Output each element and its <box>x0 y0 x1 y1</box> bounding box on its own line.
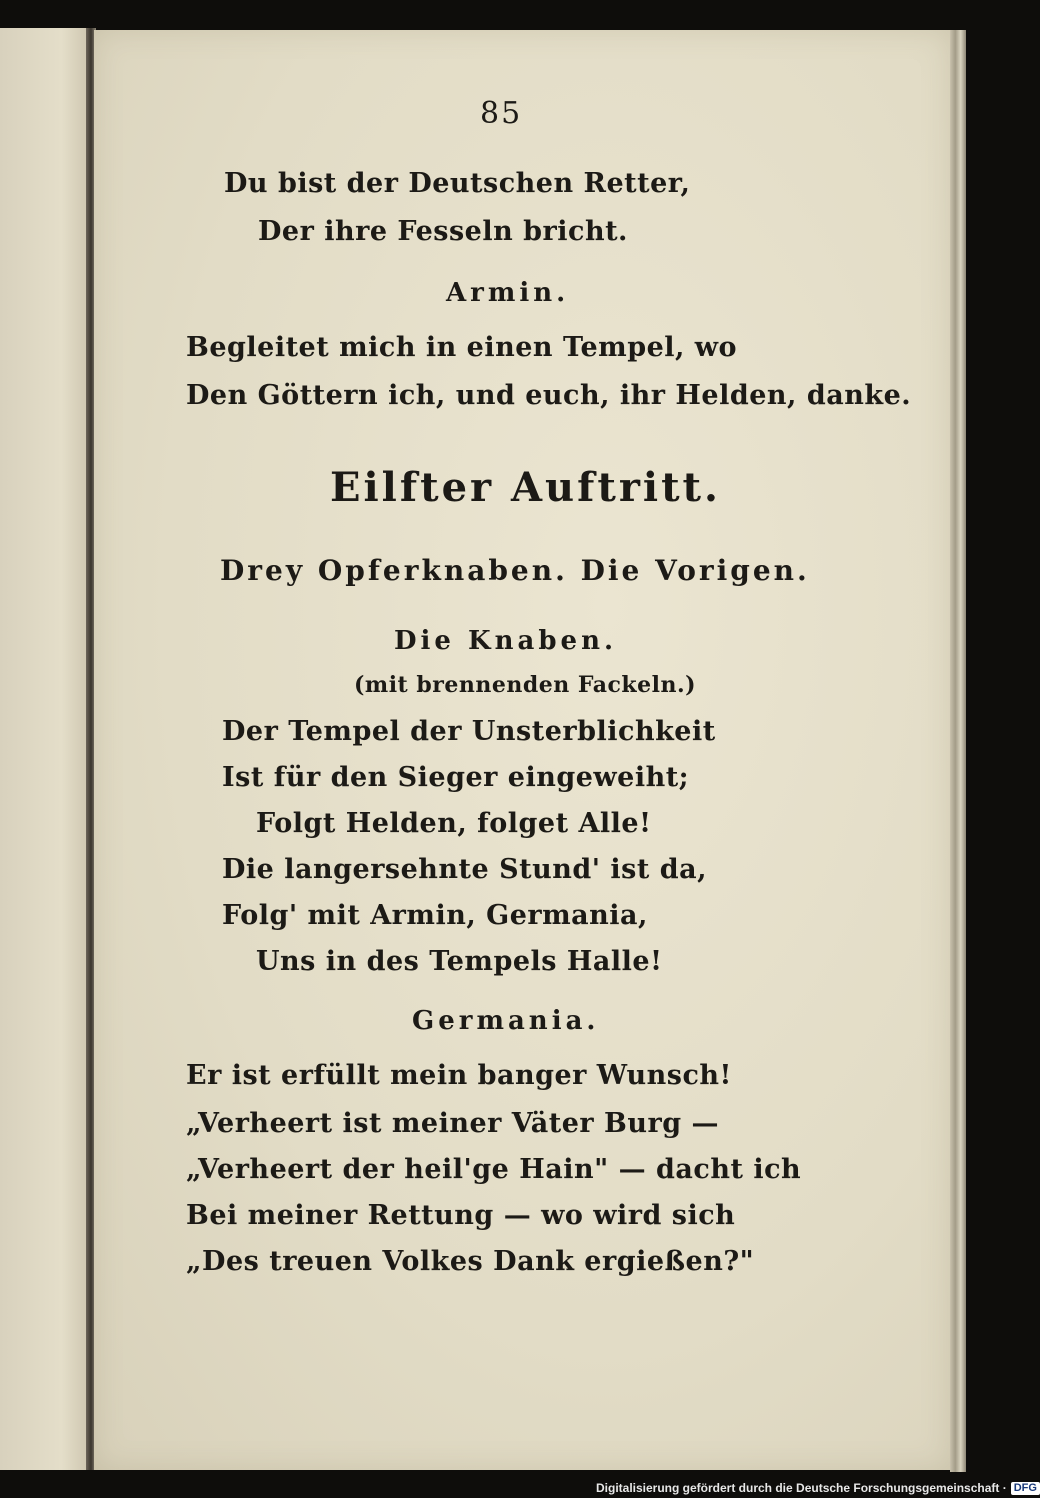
digitization-footer <box>596 1478 1037 1498</box>
speaker-name: Armin. <box>446 278 570 308</box>
verse-line: Begleitet mich in einen Tempel, wo <box>186 332 738 363</box>
verse-line: „Verheert ist meiner Väter Burg — <box>186 1108 719 1139</box>
verse-line: Folg' mit Armin, Germania, <box>222 900 648 931</box>
verse-line: „Des treuen Volkes Dank ergießen?" <box>186 1246 755 1277</box>
scene-characters: Drey Opferknaben. Die Vorigen. <box>220 554 810 587</box>
speaker-name: Die Knaben. <box>394 626 618 656</box>
page-number: 85 <box>480 96 523 131</box>
verse-line: Die langersehnte Stund' ist da, <box>222 854 707 885</box>
verse-line: Der ihre Fesseln bricht. <box>258 216 628 247</box>
verse-line: Uns in des Tempels Halle! <box>256 946 663 977</box>
dfg-logo: DFG <box>1011 1482 1040 1495</box>
verse-line: Er ist erfüllt mein banger Wunsch! <box>186 1060 732 1091</box>
footer-credit: Digitalisierung gefördert durch die Deutsche Forschungsgemeinschaft · <box>596 1481 1007 1495</box>
scene-heading: Eilfter Auftritt. <box>330 464 721 511</box>
verse-line: Folgt Helden, folget Alle! <box>256 808 652 839</box>
facing-page-edge <box>0 28 88 1470</box>
verse-line: Du bist der Deutschen Retter, <box>224 168 691 199</box>
verse-line: Der Tempel der Unsterblichkeit <box>222 716 716 747</box>
verse-line: Ist für den Sieger eingeweiht; <box>222 762 690 793</box>
book-page <box>94 30 950 1470</box>
verse-line: Bei meiner Rettung — wo wird sich <box>186 1200 736 1231</box>
stage-direction: (mit brennenden Fackeln.) <box>354 672 697 698</box>
page-text <box>94 30 950 1470</box>
verse-line: „Verheert der heil'ge Hain" — dacht ich <box>186 1154 802 1185</box>
verse-line: Den Göttern ich, und euch, ihr Helden, danke. <box>186 380 912 411</box>
page-stack-edge <box>950 30 966 1472</box>
speaker-name: Germania. <box>412 1006 600 1036</box>
